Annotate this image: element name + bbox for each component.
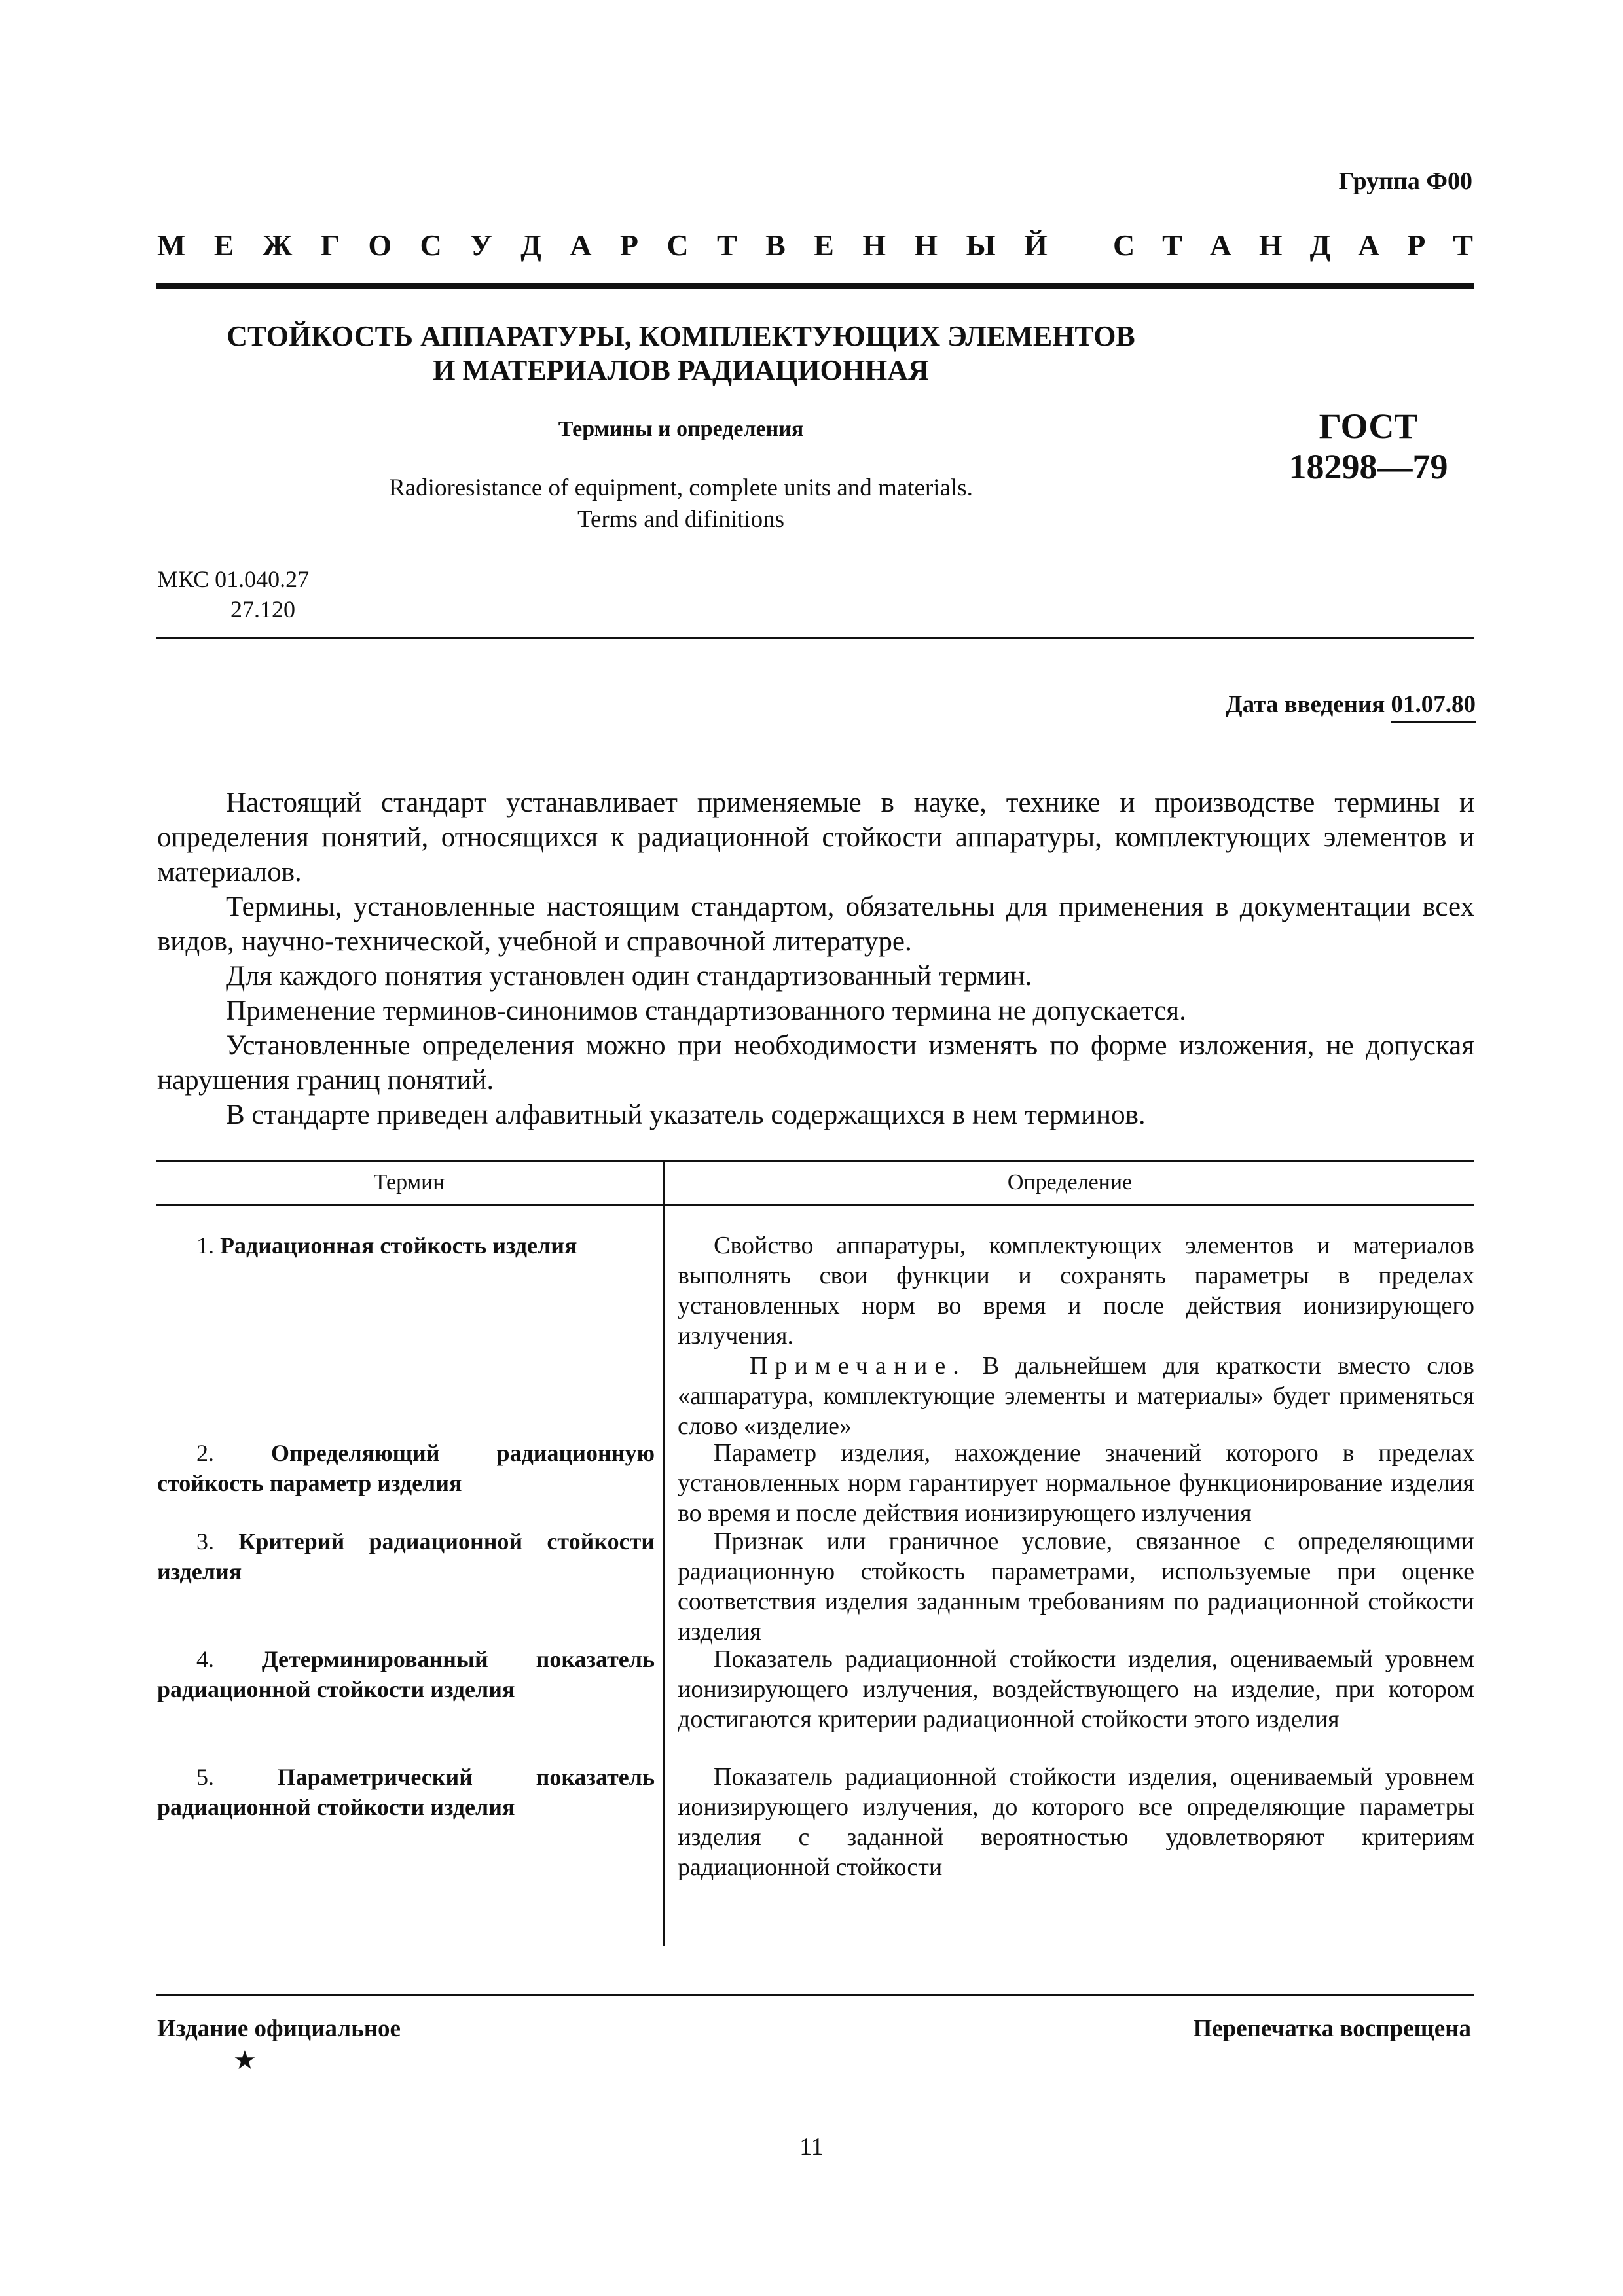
term-text: Детерминированный показатель радиационной стойкости изделия: [157, 1646, 655, 1702]
term-number: 1.: [196, 1232, 214, 1259]
banner-letter: Е: [814, 228, 834, 262]
banner-letter: С: [666, 228, 689, 262]
definition-1: [678, 1230, 1474, 1441]
term-1: [157, 1230, 655, 1261]
definition-2: [678, 1438, 1474, 1528]
term-text: Критерий радиационной стойкости изделия: [157, 1528, 655, 1585]
document-title: [157, 319, 1205, 387]
term-text: Параметрический показатель радиационной стойкости изделия: [157, 1764, 655, 1820]
banner-letter: Д: [1309, 228, 1331, 262]
english-title-line-1: Radioresistance of equipment, complete units and materials.: [389, 475, 973, 501]
term-4: [157, 1644, 655, 1704]
official-edition-label: Издание официальное: [157, 2015, 401, 2042]
table-top-border: [156, 1160, 1474, 1162]
banner-letter: Н: [1258, 228, 1283, 262]
gost-number: 18298—79: [1288, 447, 1448, 486]
banner-letter: С: [420, 228, 442, 262]
intro-text: [157, 785, 1474, 1132]
table-header-border: [156, 1204, 1474, 1206]
table-column-divider: [663, 1160, 665, 1946]
note-text: В дальнейшем для краткости вместо слов «аппаратура, комплектующие элементы и материалы» будет применяться слово «изделие»: [678, 1352, 1475, 1440]
document-subtitle: Термины и определения: [558, 417, 804, 441]
definition-text: Свойство аппаратуры, комплектующих элементов и материалов выполнять свои функции и сохранять параметры в пределах установленных норм во время и после действия ионизирующего излучения.: [678, 1232, 1474, 1350]
intro-paragraph: Термины, установленные настоящим стандартом, обязательны для применения в документации всех видов, научно-технической, учебной и справочной литературе.: [157, 891, 1474, 957]
column-header-definition: Определение: [1007, 1170, 1133, 1194]
english-title: [157, 473, 1205, 535]
definition-text: Показатель радиационной стойкости изделия, оцениваемый уровнем ионизирующего излучения, воздействующего на изделие, при котором достигаются критерии радиационной стойкости этого изделия: [678, 1645, 1474, 1733]
banner-letter: У: [470, 228, 492, 262]
gost-label: ГОСТ: [1319, 406, 1418, 446]
header-divider: [156, 283, 1474, 289]
banner-letter: М: [157, 228, 186, 262]
footer-divider: [156, 1994, 1474, 1996]
term-number: 3.: [196, 1528, 214, 1554]
banner-letter: А: [570, 228, 592, 262]
definition-text: Параметр изделия, нахождение значений которого в пределах установленных норм гарантирует нормальное функционирование изделия во время и после действия ионизирующего излучения: [678, 1439, 1474, 1527]
banner-letter: С: [1113, 228, 1135, 262]
term-3: [157, 1526, 655, 1587]
intro-paragraph: В стандарте приведен алфавитный указатель содержащихся в нем терминов.: [226, 1100, 1146, 1130]
term-number: 2.: [196, 1440, 214, 1466]
banner-letter: Ы: [966, 228, 996, 262]
banner-letter: Н: [914, 228, 938, 262]
definition-5: [678, 1762, 1474, 1882]
banner-letter: Т: [1453, 228, 1473, 262]
banner-letter: Т: [717, 228, 737, 262]
banner-letter: Р: [619, 228, 639, 262]
intro-paragraph: Для каждого понятия установлен один стандартизованный термин.: [226, 961, 1032, 992]
page-number: 11: [799, 2133, 824, 2161]
definition-4: [678, 1644, 1474, 1734]
title-line-2: И МАТЕРИАЛОВ РАДИАЦИОННАЯ: [433, 354, 929, 386]
banner-letter: Г: [320, 228, 340, 262]
title-line-1: СТОЙКОСТЬ АППАРАТУРЫ, КОМПЛЕКТУЮЩИХ ЭЛЕМЕНТОВ: [227, 320, 1135, 352]
definition-3: [678, 1526, 1474, 1647]
column-header-term: Термин: [373, 1170, 445, 1194]
term-number: 5.: [196, 1764, 214, 1790]
intro-paragraph: Применение терминов-синонимов стандартизованного термина не допускается.: [226, 996, 1186, 1026]
standard-banner: [157, 228, 1473, 262]
english-title-line-2: Terms and difinitions: [577, 506, 784, 533]
gost-designation: [1270, 406, 1467, 487]
title-divider: [156, 637, 1474, 639]
banner-letter: А: [1209, 228, 1231, 262]
banner-letter: Й: [1024, 228, 1048, 262]
banner-letter: А: [1358, 228, 1380, 262]
intro-paragraph: Установленные определения можно при необходимости изменять по форме изложения, не допуская нарушения границ понятий.: [157, 1030, 1474, 1096]
intro-paragraph: Настоящий стандарт устанавливает применяемые в науке, технике и производстве термины и определения понятий, относящихся к радиационной стойкости аппаратуры, комплектующих элементов и материалов.: [157, 787, 1474, 888]
term-text: Определяющий радиационную стойкость параметр изделия: [157, 1440, 655, 1496]
banner-letter: Н: [862, 228, 886, 262]
term-text: Радиационная стойкость изделия: [220, 1232, 577, 1259]
banner-word-interstate: [157, 228, 1048, 262]
introduction-date-label: Дата введения: [1226, 691, 1385, 718]
banner-letter: Д: [520, 228, 541, 262]
definition-note: [678, 1351, 1474, 1441]
banner-letter: Р: [1407, 228, 1426, 262]
banner-word-standard: [1113, 228, 1473, 262]
mks-line-1: МКС 01.040.27: [157, 566, 310, 592]
term-number: 4.: [196, 1646, 214, 1672]
star-icon: ★: [233, 2045, 257, 2075]
definition-text: Показатель радиационной стойкости изделия, оцениваемый уровнем ионизирующего излучения, до которого все определяющие параметры изделия с заданной вероятностью удовлетворяют критериям радиационной стойкости: [678, 1763, 1474, 1881]
reprint-prohibited-label: Перепечатка воспрещена: [1193, 2015, 1471, 2042]
definition-text: Признак или граничное условие, связанное с определяющими радиационную стойкость параметрами, используемые при оценке соответствия изделия заданным требованиям по радиационной стойкости изделия: [678, 1528, 1474, 1645]
term-5: [157, 1762, 655, 1822]
term-2: [157, 1438, 655, 1498]
introduction-date: [1226, 691, 1476, 719]
banner-letter: О: [368, 228, 392, 262]
note-heading: Примечание.: [750, 1352, 966, 1380]
introduction-date-value: 01.07.80: [1391, 691, 1476, 723]
mks-line-2: 27.120: [230, 596, 295, 622]
banner-letter: Т: [1162, 228, 1182, 262]
mks-code: [157, 564, 309, 624]
banner-letter: В: [765, 228, 786, 262]
group-code: Группа Ф00: [1338, 168, 1472, 195]
banner-letter: Ж: [262, 228, 293, 262]
banner-letter: Е: [213, 228, 234, 262]
